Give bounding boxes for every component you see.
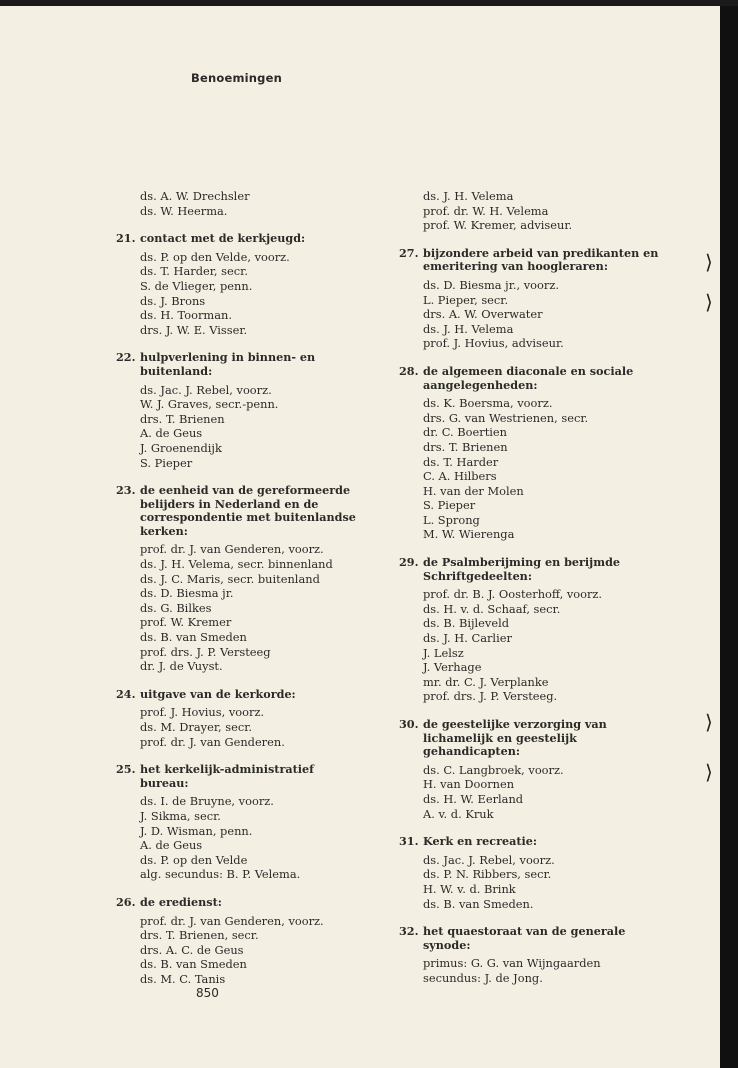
member-line: prof. J. Hovius, voorz. [140, 705, 265, 720]
margin-mark: ⟩ [705, 760, 713, 784]
committee-heading [116, 484, 356, 538]
member-line: ds. H. W. Eerland [423, 791, 524, 806]
committee-section [116, 896, 356, 987]
member-line: L. Sprong [423, 512, 480, 527]
member-line: prof. W. Kremer, adviseur. [423, 218, 573, 233]
member-line: ds. G. Bilkes [140, 600, 212, 615]
committee-members [399, 956, 661, 985]
member-line: W. J. Graves, secr.-penn. [140, 397, 279, 412]
committee-members [116, 542, 356, 673]
member-line: ds. H. Toorman. [140, 308, 232, 323]
member-line: A. de Geus [140, 426, 203, 441]
committee-members [116, 383, 356, 471]
committee-heading [116, 232, 356, 246]
member-line: prof. dr. J. van Genderen. [140, 734, 285, 749]
committee-members [116, 250, 356, 338]
committee-section [116, 232, 356, 337]
committee-title: bijzondere arbeid van predikanten en emeritering van hoogleraren: [423, 245, 659, 274]
committee-section [399, 247, 661, 351]
member-line: J. Sikma, secr. [140, 808, 221, 823]
committee-section [399, 365, 661, 542]
committee-number: 32. [399, 924, 419, 939]
right-lead-members [399, 189, 661, 233]
member-line: prof. dr. J. van Genderen, voorz. [140, 542, 324, 557]
member-line: ds. T. Harder [423, 454, 499, 469]
committee-number: 31. [399, 834, 419, 849]
committee-heading [399, 835, 661, 849]
member-line: secundus: J. de Jong. [423, 970, 543, 985]
member-line: ds. I. de Bruyne, voorz. [140, 794, 274, 809]
member-line: ds. C. Langbroek, voorz. [423, 762, 564, 777]
committee-heading [399, 556, 661, 583]
member-line: dr. C. Boertien [423, 425, 507, 440]
member-line: C. A. Hilbers [423, 469, 497, 484]
committee-members [116, 705, 356, 749]
member-line: J. Groenendijk [140, 440, 222, 455]
committee-title: het quaestoraat van de generale synode: [423, 924, 626, 952]
committee-section [116, 351, 356, 470]
committee-title: de eredienst: [140, 894, 222, 909]
member-line: mr. dr. C. J. Verplanke [423, 674, 549, 689]
committee-section [399, 556, 661, 704]
committee-heading [399, 365, 661, 392]
member-line: ds. M. C. Tanis [140, 971, 226, 986]
left-column [116, 189, 356, 1001]
committee-title: Kerk en recreatie: [423, 834, 538, 849]
committee-section [399, 835, 661, 911]
member-line: ds. D. Biesma jr., voorz. [423, 277, 559, 292]
member-line: alg. secundus: B. P. Velema. [140, 867, 301, 882]
page-number: 850 [196, 986, 219, 1000]
committee-title: het kerkelijk-administratief bureau: [140, 762, 314, 790]
member-line: prof. drs. J. P. Versteeg [140, 644, 271, 659]
committee-heading [399, 718, 661, 759]
member-line: ds. J. Brons [140, 293, 206, 308]
committee-section [116, 763, 356, 882]
scan-top-edge [0, 0, 738, 6]
committee-members [116, 794, 356, 882]
committee-members [399, 763, 661, 821]
member-line: H. van der Molen [423, 483, 524, 498]
member-line: ds. M. Drayer, secr. [140, 720, 253, 734]
member-line: ds. A. W. Drechsler [140, 189, 250, 203]
committee-heading [399, 925, 661, 952]
committee-title: de eenheid van de gereformeerde belijders in Nederland en de correspondentie met buitenlandse kerken: [140, 483, 356, 538]
member-line: drs. G. van Westrienen, secr. [423, 410, 589, 425]
margin-mark: ⟩ [705, 290, 713, 314]
committee-section [116, 688, 356, 749]
member-line: J. Verhage [423, 660, 482, 675]
member-line: S. Pieper [423, 498, 476, 513]
right-column [399, 189, 661, 1000]
member-line: drs. A. W. Overwater [423, 307, 543, 322]
committee-title: contact met de kerkjeugd: [140, 231, 306, 246]
committee-section [116, 484, 356, 674]
member-line: ds. D. Biesma jr. [140, 586, 234, 601]
committee-title: hulpverlening in binnen- en buitenland: [140, 350, 316, 378]
committee-heading [399, 247, 661, 274]
member-line: ds. J. H. Carlier [423, 631, 512, 646]
member-line: prof. drs. J. P. Versteeg. [423, 689, 558, 704]
left-lead-members [116, 189, 356, 218]
committee-section [399, 718, 661, 821]
committee-heading [116, 688, 356, 702]
committee-members [116, 914, 356, 987]
member-line: ds. Jac. J. Rebel, voorz. [140, 382, 272, 397]
member-line: ds. B. van Smeden [140, 630, 247, 645]
member-line: ds. P. op den Velde [140, 852, 248, 867]
committee-number: 22. [116, 350, 136, 365]
member-line: ds. W. Heerma. [140, 203, 228, 218]
member-line: prof. dr. J. van Genderen, voorz. [140, 913, 324, 928]
running-header: Benoemingen [191, 71, 282, 85]
member-line: prof. W. Kremer [140, 615, 232, 630]
member-line: L. Pieper, secr. [423, 292, 509, 307]
member-line: ds. B. Bijleveld [423, 616, 510, 631]
member-line: A. de Geus [140, 838, 203, 853]
committee-number: 24. [116, 686, 136, 701]
committee-title: uitgave van de kerkorde: [140, 686, 296, 701]
committee-members [399, 853, 661, 911]
committee-title: de algemeen diaconale en sociale aangelegenheden: [423, 363, 634, 392]
committee-number: 21. [116, 231, 136, 246]
committee-members [399, 587, 661, 704]
member-line: S. Pieper [140, 455, 193, 470]
member-line: ds. P. N. Ribbers, secr. [423, 867, 552, 882]
committee-number: 28. [399, 363, 419, 378]
member-line: J. D. Wisman, penn. [140, 823, 253, 838]
member-line: H. van Doornen [423, 777, 515, 792]
committee-number: 27. [399, 245, 419, 260]
member-line: A. v. d. Kruk [423, 806, 494, 821]
member-line: ds. J. H. Velema [423, 189, 514, 203]
margin-mark: ⟩ [705, 710, 713, 734]
member-line: ds. P. op den Velde, voorz. [140, 249, 290, 264]
member-line: J. Lelsz [423, 645, 464, 660]
member-line: ds. T. Harder, secr. [140, 264, 248, 279]
member-line: drs. A. C. de Geus [140, 942, 244, 957]
member-line: ds. H. v. d. Schaaf, secr. [423, 601, 561, 616]
member-line: drs. T. Brienen [140, 411, 225, 426]
member-line: dr. J. de Vuyst. [140, 659, 223, 674]
committee-number: 23. [116, 483, 136, 498]
committee-title: de geestelijke verzorging van lichamelijk en geestelijk gehandicapten: [423, 717, 607, 759]
committee-number: 29. [399, 555, 419, 570]
member-line: prof. dr. B. J. Oosterhoff, voorz. [423, 587, 603, 602]
member-line: drs. T. Brienen, secr. [140, 928, 259, 943]
committee-title: de Psalmberijming en berijmde Schriftgedeelten: [423, 555, 621, 583]
committee-heading [116, 896, 356, 910]
member-line: prof. J. Hovius, adviseur. [423, 336, 564, 351]
margin-mark: ⟩ [705, 250, 713, 274]
member-line: drs. J. W. E. Visser. [140, 322, 248, 337]
member-line: ds. J. H. Velema, secr. binnenland [140, 557, 333, 572]
member-line: ds. J. C. Maris, secr. buitenland [140, 571, 320, 586]
committee-members [399, 278, 661, 351]
member-line: S. de Vlieger, penn. [140, 278, 253, 293]
member-line: ds. J. H. Velema [423, 321, 514, 336]
member-line: ds. Jac. J. Rebel, voorz. [423, 852, 555, 867]
committee-number: 26. [116, 894, 136, 909]
member-line: prof. dr. W. H. Velema [423, 203, 549, 218]
member-line: H. W. v. d. Brink [423, 881, 516, 896]
member-line: ds. K. Boersma, voorz. [423, 396, 553, 411]
committee-number: 25. [116, 762, 136, 777]
committee-section [399, 925, 661, 985]
committee-heading [116, 351, 356, 378]
committee-members [399, 396, 661, 542]
member-line: ds. B. van Smeden. [423, 896, 534, 911]
committee-number: 30. [399, 717, 419, 731]
committee-heading [116, 763, 356, 790]
member-line: primus: G. G. van Wijngaarden [423, 956, 601, 971]
member-line: ds. B. van Smeden [140, 957, 247, 972]
member-line: drs. T. Brienen [423, 439, 508, 454]
member-line: M. W. Wierenga [423, 527, 515, 542]
